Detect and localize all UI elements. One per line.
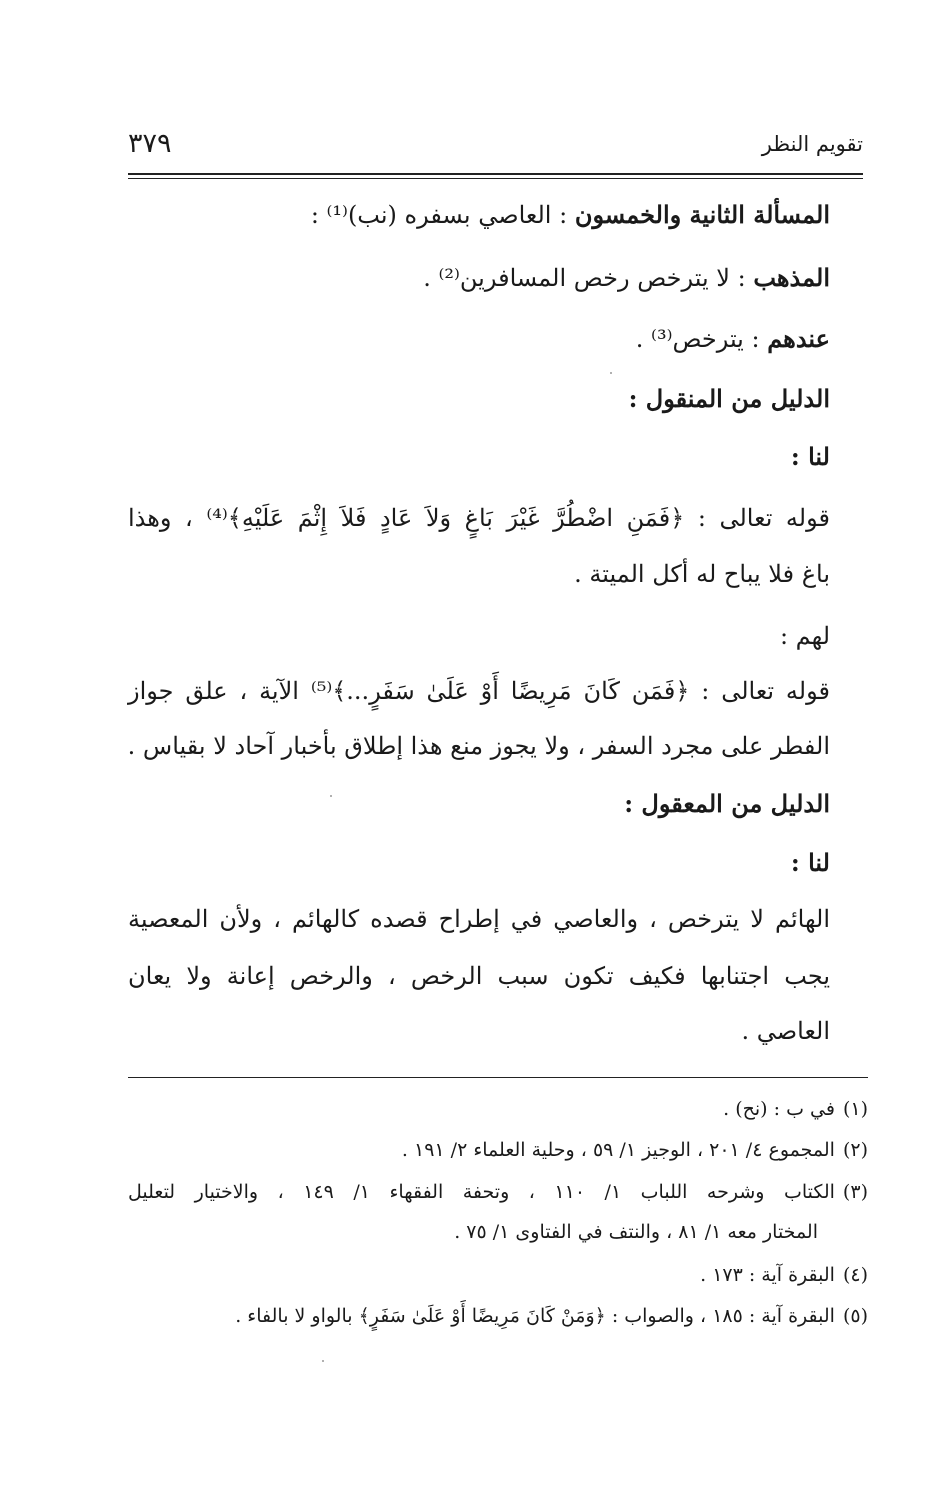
footnote-text: البقرة آية : ١٧٣ . (700, 1264, 835, 1286)
lana-label-2: لنا : (790, 848, 830, 877)
paper-speck (610, 372, 612, 374)
madhhab-label: المذهب (753, 263, 830, 292)
issue-title: : العاصي بسفره (نب)⁽¹⁾ : (310, 201, 575, 229)
footnote-number: (٣) (842, 1181, 868, 1203)
evidence-line-1: قوله تعالى : ﴿فَمَنِ اضْطُرَّ غَيْرَ بَاغٍ وَلاَ عَادٍ فَلاَ إِثْمَ عَلَيْهِ﴾⁽⁴⁾ ، وهذا (128, 504, 830, 532)
section-heading-manqul: الدليل من المنقول : (628, 384, 830, 413)
footnote-text: في ب : (نح) . (723, 1098, 835, 1120)
indahum-label: عندهم (767, 324, 830, 353)
footnote-number: (٤) (842, 1264, 868, 1286)
issue-heading-line (311, 200, 830, 229)
lahum-label: لهم : (779, 622, 830, 650)
page-number: ٣٧٩ (128, 128, 172, 159)
header-rule-thick (128, 173, 863, 175)
footnote-number: (١) (842, 1098, 868, 1120)
footnote-4 (700, 1264, 868, 1286)
reason-line-1: الهائم لا يترخص ، والعاصي في إطراح قصده كالهائم ، ولأن المعصية (128, 905, 830, 933)
footnote-text: البقرة آية : ١٨٥ ، والصواب : ﴿وَمَنْ كَانَ مَرِيضًا أَوْ عَلَىٰ سَفَرٍ﴾ بالواو لا بالفاء . (235, 1305, 835, 1327)
running-header (128, 128, 863, 168)
footnote-text: الكتاب وشرحه اللباب ١/ ١١٠ ، وتحفة الفقهاء ١/ ١٤٩ ، والاختيار لتعليل (128, 1181, 835, 1203)
indahum-line (636, 324, 830, 353)
footnote-2 (402, 1139, 868, 1161)
footnote-3-continuation: المختار معه ١/ ٨١ ، والنتف في الفتاوى ١/ ٧٥ . (454, 1221, 818, 1243)
madhhab-line (423, 263, 830, 292)
paper-speck (330, 795, 332, 797)
section-heading-maqul: الدليل من المعقول : (624, 789, 830, 818)
footnote-3 (128, 1181, 868, 1203)
paper-speck (322, 1360, 324, 1362)
lana-label-1: لنا : (790, 442, 830, 471)
footnote-1 (723, 1098, 868, 1120)
footnote-separator (128, 1077, 868, 1078)
footnote-number: (٢) (842, 1139, 868, 1161)
footnote-text: المجموع ٤/ ٢٠١ ، الوجيز ١/ ٥٩ ، وحلية العلماء ٢/ ١٩١ . (401, 1139, 835, 1161)
indahum-text: : يترخص⁽³⁾ . (635, 325, 768, 353)
header-rule-thin (128, 178, 863, 179)
reason-line-3: العاصي . (741, 1017, 830, 1045)
evidence-line-2: باغ فلا يباح له أكل الميتة . (574, 560, 830, 588)
counter-evidence-line-1: قوله تعالى : ﴿فَمَن كَانَ مَرِيضًا أَوْ عَلَىٰ سَفَرٍ...﴾⁽⁵⁾ الآية ، علق جواز (128, 677, 830, 705)
counter-evidence-line-2: الفطر على مجرد السفر ، ولا يجوز منع هذا إطلاق بأخبار آحاد لا بقياس . (127, 732, 830, 760)
madhhab-text: : لا يترخص رخص المسافرين⁽²⁾ . (423, 264, 754, 292)
footnote-5 (235, 1305, 868, 1327)
reason-line-2: يجب اجتنابها فكيف تكون سبب الرخص ، والرخص إعانة ولا يعان (128, 962, 830, 990)
running-title: تقويم النظر (761, 132, 863, 156)
footnote-number: (٥) (842, 1305, 868, 1327)
issue-heading: المسألة الثانية والخمسون (574, 200, 830, 229)
